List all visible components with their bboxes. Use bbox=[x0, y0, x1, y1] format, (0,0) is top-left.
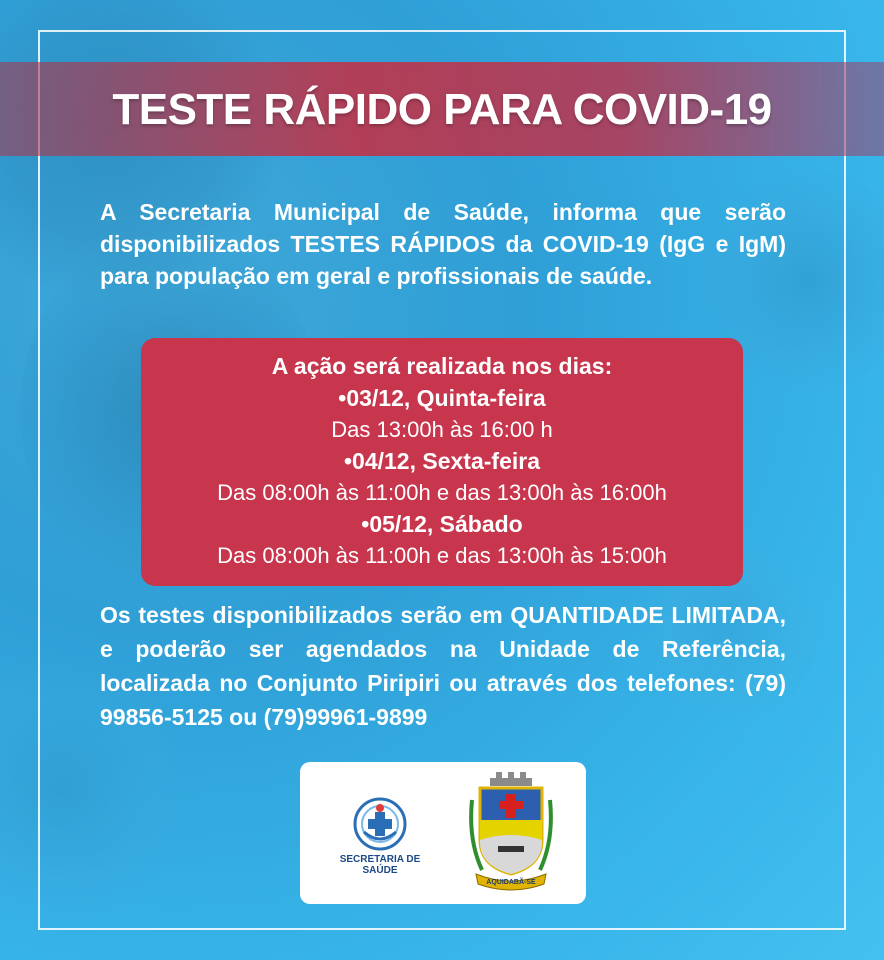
schedule-heading: A ação será realizada nos dias: bbox=[271, 353, 613, 379]
limited-text: Os testes disponibilizados serão em QUANTIDADE LIMITADA, e poderão ser agendados na Unidade de Referência, localizada no Conjunto Piripiri ou através dos telefones: (79) 99856-5125 ou (79)99961-9899 bbox=[100, 602, 786, 730]
schedule-time: Das 08:00h às 11:00h e das 13:00h às 15:00h bbox=[217, 543, 667, 568]
schedule-time: Das 08:00h às 11:00h e das 13:00h às 16:00h bbox=[217, 480, 667, 505]
schedule-day: •03/12, Quinta-feira bbox=[338, 385, 546, 411]
health-cross-icon bbox=[350, 796, 410, 852]
secretaria-label: SECRETARIA DE SAÚDE bbox=[339, 854, 421, 876]
logos-box bbox=[300, 762, 586, 904]
page-title: TESTE RÁPIDO PARA COVID-19 bbox=[112, 85, 772, 134]
schedule-time: Das 13:00h às 16:00 h bbox=[331, 417, 553, 442]
schedule-day: •04/12, Sexta-feira bbox=[343, 448, 540, 474]
municipal-crest-icon bbox=[468, 770, 554, 898]
intro-text: A Secretaria Municipal de Saúde, informa que serão disponibilizados TESTES RÁPIDOS da COVID-19 (IgG e IgM) para população em geral e profissionais de saúde. bbox=[100, 199, 786, 289]
schedule-day: •05/12, Sábado bbox=[361, 511, 523, 537]
secretaria-logo bbox=[330, 796, 430, 876]
crest-label: AQUIDABÃ-SE bbox=[486, 879, 536, 886]
schedule-box bbox=[141, 338, 743, 586]
